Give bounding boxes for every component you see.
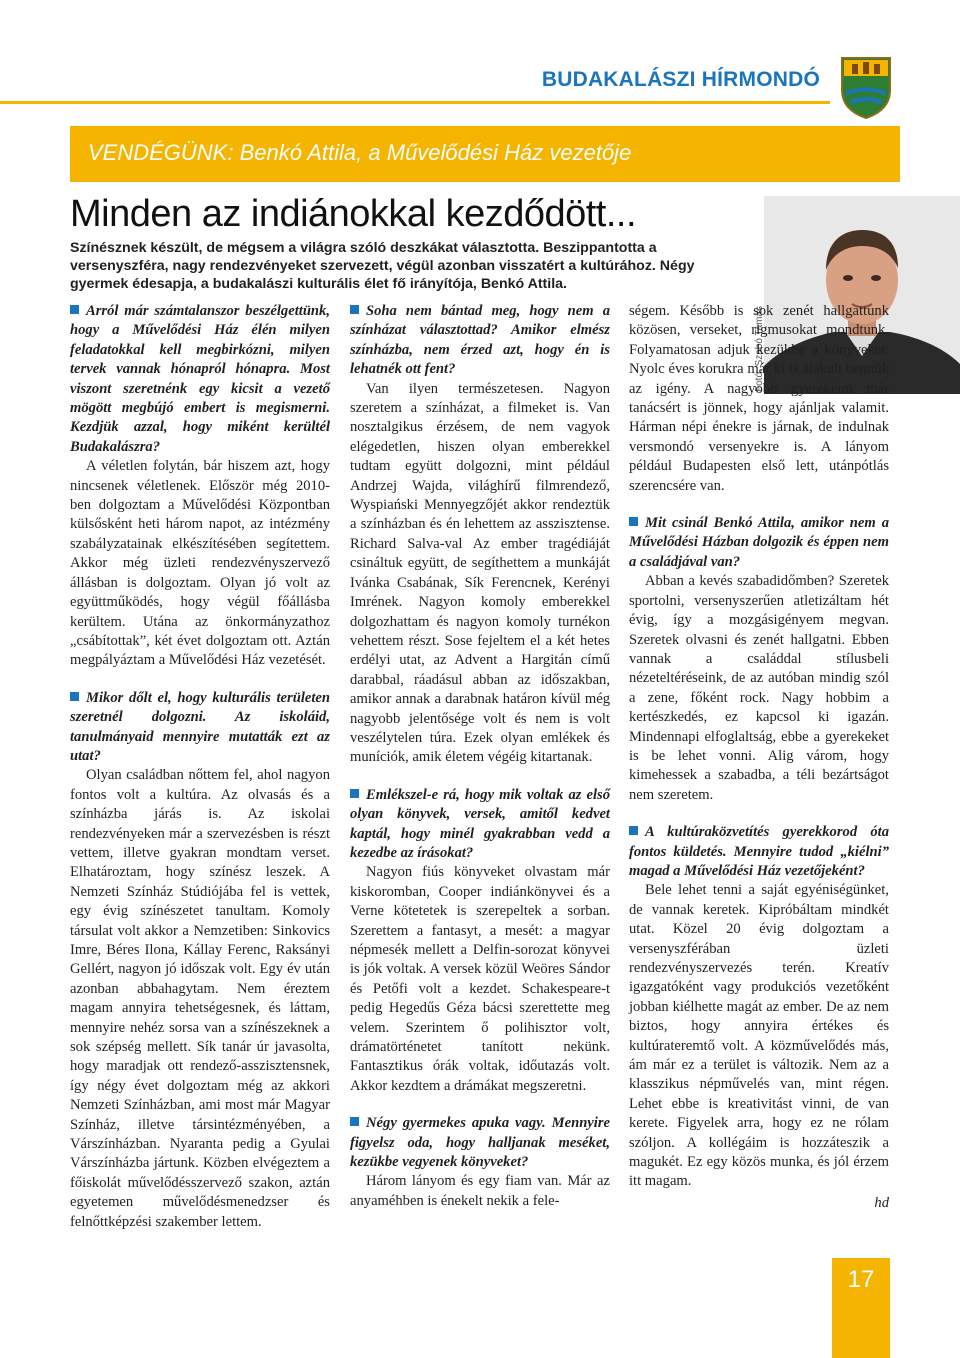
interview-question-text: Mikor dőlt el, hogy kulturális területen szeretnél dolgozni. Az iskoláid, tanulmányaid mennyire mutatták ezt az utat? <box>70 689 330 764</box>
interview-answer: Nagyon fiús könyveket olvastam már kiskoromban, Cooper indiánkönyvei és a Verne kötetetek is szerepeltek a sorban. Szerettem a fantasyt, a mesét: a magyar népmesék mellett a Delfin-sorozat könyvei is jók voltak. A versek közül Weöres Sándor és Petőfi volt a kezdet. Schakespeare-t pedig Hegedűs Géza bácsi szerettette meg velem. Szerintem ő polihisztor volt, drámatörténetet tanított nekünk. Fantasztikus órák voltak, időutazás volt. Akkor kezdtem a drámákat megszeretni. <box>350 864 610 1094</box>
square-bullet-icon <box>629 517 638 526</box>
page-number-box <box>832 1258 890 1358</box>
article-title: Minden az indiánokkal kezdődött... <box>70 193 637 235</box>
interview-question-text: Arról már számtalanszor beszélgettünk, hogy a Művelődési Ház élén milyen feladatokkal kell megbirkózni, milyen tervek vannak hónapról hónapra. Most viszont szeretnénk egy kicsit a vezető mögött megbújó embert is megismerni. Kezdjük azzal, hogy miként kerültél Budakalászra? <box>70 303 330 455</box>
square-bullet-icon <box>350 305 359 314</box>
article-column-2 <box>350 302 610 1211</box>
interview-question <box>70 689 330 767</box>
interview-answer: Bele lehet tenni a saját egyéniségünket, de vannak keretek. Kipróbáltam mindkét utat. Közel 20 évig dolgoztam a versenyszférában üzleti rendezvényszervezés terén. Kreatív igazgatóként vagy produkciós vezetőként jobban kiélhette magát az ember. De az nem biztos, hogy annyira értékes és kultúrateremtő volt. A közművelődés más, ám már ez a terület is változik. Nem az a klasszikus népművelés van, mint régen. Lehet ebbe is kreativitást vinni, de van kerete. Figyelek arra, hogy ez ne rólam szóljon. A kollégáim is hozzáteszik a magukét. Ez egy közös munka, és jól érzem itt magam. <box>629 882 889 1190</box>
interview-question-text: Négy gyermekes apuka vagy. Mennyire figyelsz oda, hogy halljanak meséket, kezükbe vegyenek könyveket? <box>350 1115 610 1171</box>
interview-answer: Három lányom és egy fiam van. Már az anyaméhben is énekelt nekik a fele- <box>350 1173 610 1209</box>
square-bullet-icon <box>70 692 79 701</box>
interview-question <box>629 514 889 572</box>
interview-question <box>629 823 889 881</box>
square-bullet-icon <box>350 1117 359 1126</box>
interview-question <box>350 786 610 864</box>
section-banner <box>70 126 900 182</box>
interview-question <box>350 302 610 380</box>
article-column-3 <box>629 302 889 1213</box>
interview-answer: A véletlen folytán, bár hiszem azt, hogy nincsenek véletlenek. Először még 2010-ben dolgoztam a Művelődési Központban külsősként heti három napot, az intézmény szabályzatainak elkészítésében segítettem. Akkor még üzleti rendezvényszervező állásban is dolgoztam. Olyan jó volt az együttműködés, hogy végül főállásba kerültem. Utána az önkormányzathoz „csábítottak”, két évet dolgoztam ott. Aztán megpályáztam a Művelődési Ház vezetését. <box>70 458 330 669</box>
budakalasz-coat-of-arms-icon <box>840 56 892 120</box>
interview-answer: Olyan családban nőttem fel, ahol nagyon fontos volt a kultúra. Az olvasás és a színházba járás is. Az iskolai rendezvényeken már a szervezésben is részt vettem, illetve gyakran mondtam verset. Elhatároztam, hogy színész leszek. A Nemzeti Színház Stúdiójába fel is vettek, egy évig színészetet tanultam. Komoly társulat volt akkor a Nemzetiben: Sinkovics Imre, Béres Ilona, Kállay Ferenc, Raksányi Gellért, nagyon jó időszak volt. Egy év után azonban abbahagytam. Nem éreztem magam annyira tehetségesnek, és láttam, mennyire nehéz sorsa van a színészeknek a sok szépség mellett. Sík tanár úr javasolta, hogy maradjak ott rendező-asszisztensnek, így négy évet dolgoztam még az akkori Nemzeti Színházban, ami most már Magyar Színház, illetve társintézményében, a Várszínházban. Nyaranta pedig a Gyulai Várszínházba jártunk. Közben elvégeztem a főiskolát művelődésszervező szakon, aztán egyetemen művelődésmenedzser és felnőttképzési szakember lettem. <box>70 767 330 1230</box>
interview-question-text: A kultúraközvetítés gyerekkorod óta fontos küldetés. Mennyire tudod „kiélni” magad a Művelődési Ház vezetőjeként? <box>629 824 889 879</box>
interview-question <box>70 302 330 457</box>
author-signature: hd <box>874 1194 889 1211</box>
masthead-rule <box>0 101 830 104</box>
interview-question <box>350 1114 610 1172</box>
interview-question-text: Soha nem bántad meg, hogy nem a színházat választottad? Amikor elmész színházba, nem érzed azt, hogy én is lehatnék ott fent? <box>350 303 610 378</box>
page-number: 17 <box>847 1266 875 1293</box>
square-bullet-icon <box>70 305 79 314</box>
interview-answer: Van ilyen természetesen. Nagyon szeretem a színházat, a filmeket is. Van nosztalgikus érzésem, de nem vagyok elégedetlen, hiszen olyan emberekkel tudtam együtt dolgozni, mint például Andrzej Wajda, világhírű filmrendező, Wyspiański Mennyegzőjét akkor rendeztük a színházban és én lehettem az asszisztense. Richard Salva-val Az ember tragédiáját csináltuk együtt, de segíthettem a munkáját Ivánka Csabának, Sík Ferencnek, Kerényi Imrének. Nagyon komoly emberekkel dolgozhattam és nagyon komoly turnékon vehettem részt. Sose fejeltem el a két hetes erdélyi utat, az Advent a Hargitán című darabbal, ráadásul abban az időszakban, amikor annak a darabnak határon kívül még nagyobb jelentősége volt és nem is volt veszélytelen túra. Ezek olyan emlékek és muníciók, amik életem végéig kitartanak. <box>350 380 610 766</box>
square-bullet-icon <box>629 826 638 835</box>
square-bullet-icon <box>350 789 359 798</box>
interview-answer: Abban a kevés szabadidőmben? Szeretek sportolni, versenyszerűen atletizáltam hét évig, így a mozgásigényem megvan. Szeretek olvasni és zenét hallgatni. Ebben vannak a családdal stílusbeli nézeteltéréseink, de az autóban mindig szól a zene, főként rock. Nagy hobbim a kertészkedés, ez kapcsol ki igazán. Mindennapi elfoglaltság, ebbe a gyerekeket is be lehet vonni. Alig várom, hogy kimehessek a szabadba, a téli bezártságot nem szeretem. <box>629 573 889 803</box>
interview-answer: ségem. Később is sok zenét hallgattunk közösen, verseket, rigmusokat mondtunk. Folyamatosan adjuk kezükbe a könyveket. Nyolc éves korukra már ki is alakult bennük az igény. A nagyobb gyerekeim már tanácsért is jönnek, hogy ajánljak valamit. Hárman népi énekre is járnak, de indulnak versmondó versenyekre is. A lányom például Budapesten első lett, utánpótlás szerencsére van. <box>629 303 889 494</box>
photo-credit: Fotó: Szabó Tamás <box>754 306 765 392</box>
interview-question-text: Mit csinál Benkó Attila, amikor nem a Művelődési Házban dolgozik és éppen nem a családjával van? <box>629 515 889 570</box>
section-banner-title: VENDÉGÜNK: Benkó Attila, a Művelődési Ház vezetője <box>88 140 632 165</box>
publication-name: BUDAKALÁSZI HÍRMONDÓ <box>541 68 820 91</box>
article-column-1 <box>70 302 330 1232</box>
interview-question-text: Emlékszel-e rá, hogy mik voltak az első olyan könyvek, versek, amitől kedvet kaptál, hogy minél gyakrabban vedd a kezedbe az írásokat? <box>350 786 610 861</box>
article-lead: Színésznek készült, de mégsem a világra szóló deszkákat választotta. Beszippantotta a versenyszféra, nagy rendezvényeket szervezett, végül azonban visszatért a kultúrához. Négy gyermek édesapja, a budakalászi kulturális élet fő irányítója, Benkó Attila. <box>70 240 695 292</box>
